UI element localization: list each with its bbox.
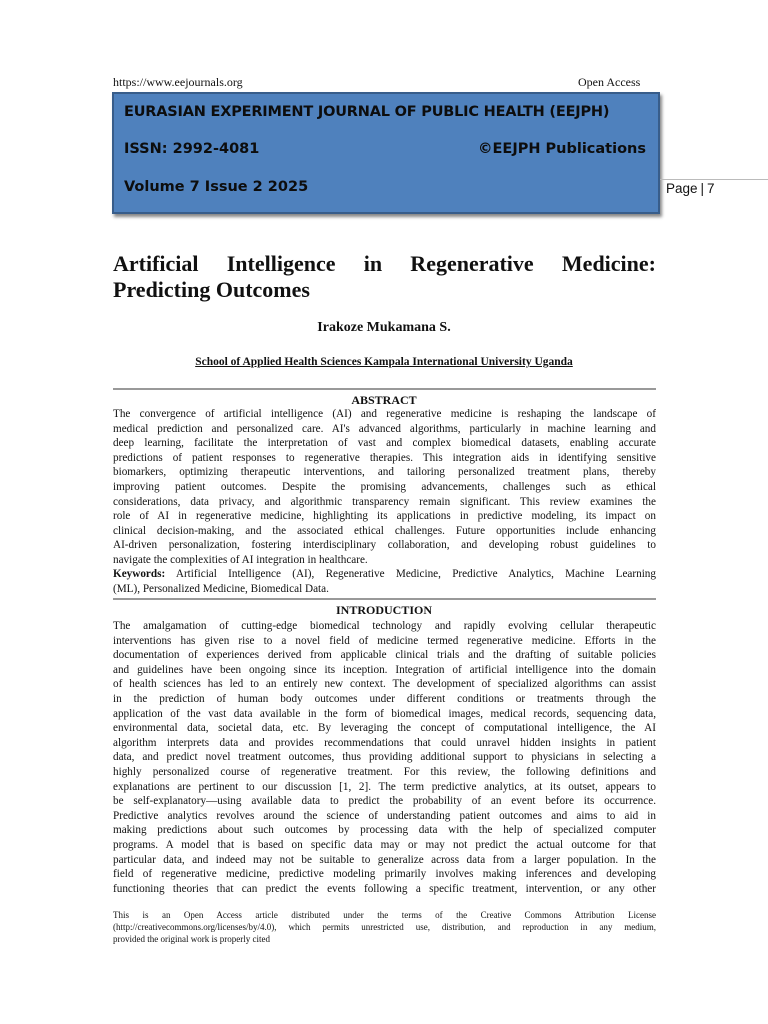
text-line: clinical decision-making, and the associated ethical challenges. Future opportunities include enhancing [113,524,656,537]
text-line: field of regenerative medicine, predictive modeling primarily involves making inferences and developing [113,868,656,881]
text-line: predictions of patient responses to regenerative therapies. This integration aids in identifying sensitive [113,451,656,464]
journal-banner [112,92,660,214]
text-line: functioning theories that can predict the events following a specific treatment, intervention, or any other [113,882,656,895]
keywords-label: Keywords: [113,568,166,580]
journal-name: EURASIAN EXPERIMENT JOURNAL OF PUBLIC HEALTH (EEJPH) [124,104,610,120]
text-line: programs. A model that is based on specific data may or may not predict the actual outcome for that [113,838,656,851]
keywords-line-2: (ML), Personalized Medicine, Biomedical Data. [113,582,329,595]
page-value: 7 [707,181,715,196]
text-line: Predictive analytics revolves around the science of understanding patient outcomes and aims to aid in [113,809,656,822]
text-line: (http://creativecommons.org/licenses/by/4.0), which permits unrestricted use, distribution, and reproduction in any medium, [113,922,656,932]
keywords [113,567,656,596]
text-line: explanations are pertinent to our discussion [1, 2]. The term predictive analytics, at its outset, appears to [113,780,656,793]
abstract-body [113,407,656,568]
page-separator: | [700,181,705,196]
issn: ISSN: 2992-4081 [124,141,260,157]
text-line: data, and predict novel treatment outcomes, thus providing additional support to physicians in selecting a [113,751,656,764]
text-line: of health sciences has led to an entirely new context. The development of specialized algorithms can assist [113,678,656,691]
abstract-heading: ABSTRACT [351,393,417,407]
text-line: application of the vast data available in the form of biomedical images, medical records, sequencing data, [113,707,656,720]
text-line: The convergence of artificial intelligence (AI) and regenerative medicine is reshaping the landscape of [113,408,656,420]
text-line: AI-driven personalization, fostering interdisciplinary collaboration, and developing robust guidelines to [113,539,656,552]
page-number [666,181,715,196]
introduction-heading: INTRODUCTION [335,603,432,617]
text-line: biomarkers, optimizing therapeutic interventions, and tailoring personalized treatment plans, thereby [113,466,656,479]
text-line: considerations, data privacy, and algorithmic transparency remain significant. This review examines the [113,495,656,508]
volume-issue: Volume 7 Issue 2 2025 [124,179,309,195]
page-label: Page [666,181,698,196]
article-title [113,251,656,303]
title-line-2: Predicting Outcomes [113,277,310,302]
text-line: algorithm interprets data and provides recommendations that could unravel hidden insights in patient [113,736,656,749]
publisher: ©EEJPH Publications [478,141,646,157]
author: Irakoze Mukamana S. [317,320,451,335]
text-line: environmental data, societal data, etc. By leveraging the concept of computational intelligence, the AI [113,722,656,735]
title-line-1: Artificial Intelligence in Regenerative Medicine: [113,251,656,276]
journal-url[interactable]: https://www.eejournals.org [113,75,243,89]
text-line: making predictions about such outcomes by processing data with the help of specialized computer [113,824,656,837]
introduction-body [113,619,656,896]
license-footer [113,909,656,945]
text-line: particular data, and indeed may not be suitable to generalize across data from a larger population. In the [113,853,656,866]
text-line: The amalgamation of cutting-edge biomedical technology and rapidly evolving cellular therapeutic [113,620,656,632]
abstract-rule [113,388,656,390]
text-line: interventions has given rise to a novel field of medicine termed regenerative medicine. Efforts in the [113,634,656,647]
keywords-line-1: Artificial Intelligence (AI), Regenerative Medicine, Predictive Analytics, Machine Learning [175,568,656,580]
text-line: provided the original work is properly cited [113,934,270,944]
open-access-label: Open Access [578,75,641,89]
text-line: improving patient outcomes. Despite the promising advancements, challenges such as ethical [113,480,656,493]
text-line: role of AI in regenerative medicine, highlighting its applications in predictive modeling, its impact on [113,510,656,523]
introduction-rule [113,598,656,600]
text-line: documentation of experiences derived from applicable clinical trials and the drafting of suitable policies [113,649,656,662]
text-line: This is an Open Access article distributed under the terms of the Creative Commons Attribution License [113,910,656,920]
text-line: be self-explanatory—using available data to predict the probability of an event before its occurrence. [113,795,656,808]
text-line: medical prediction and personalized care. AI's advanced algorithms, particularly in machine learning and [113,422,656,435]
text-line: navigate the complexities of AI integration in healthcare. [113,553,368,566]
page-divider [660,179,768,180]
text-line: in the prediction of human body outcomes under different conditions or treatments through the [113,692,656,705]
text-line: deep learning, facilitate the interpretation of vast and complex biomedical datasets, enabling accurate [113,437,656,450]
affiliation: School of Applied Health Sciences Kampala International University Uganda [195,356,573,368]
text-line: and guidelines have been ongoing since its inception. Integration of artificial intelligence into the domain [113,663,656,676]
text-line: highly personalized course of regenerative treatment. For this review, the following definitions and [113,765,656,778]
